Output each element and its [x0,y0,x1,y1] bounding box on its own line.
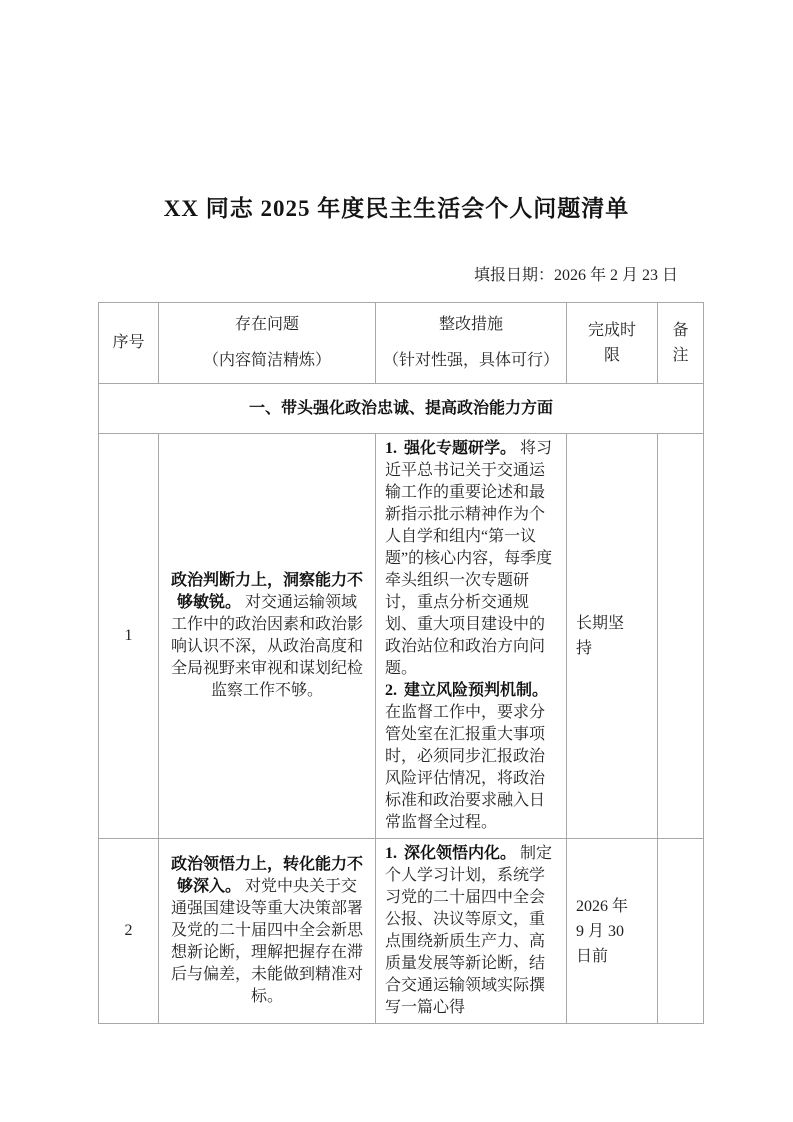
measure-item [385,843,558,1019]
header-measures-label: 整改措施 [438,316,503,333]
header-remark [658,303,704,384]
table-row [99,434,704,839]
measure-title: 建立风险预判机制。 [404,682,549,699]
problem-cell [159,839,376,1024]
problem-text: 对党中央关于交通强国建设等重大决策部署及党的二十届四中全会新思想新论断，理解把握存在滞后与偏差，未能做到精准对标。 [170,878,363,1005]
deadline-cell [567,434,658,839]
deadline-text: 2026 年 9 月 30 日前 [576,897,629,965]
section-title: 一、带头强化政治忠诚、提高政治能力方面 [99,384,704,434]
header-measures-hint: （针对性强，具体可行） [382,352,559,369]
serial-cell: 2 [99,839,159,1024]
measures-cell [376,434,567,839]
header-serial [99,303,159,384]
problem-bold-text: 政治领悟力上，转化能力不够深入。 [170,856,363,895]
problem-list-table [98,302,704,1024]
measure-text: 在监督工作中，要求分管处室在汇报重大事项时，必须同步汇报政治风险评估情况，将政治标准和政治要求融入日常监督全过程。 [385,704,546,831]
measure-number: 1. [385,845,397,862]
measures-cell [376,839,567,1024]
measure-number: 1. [385,440,397,457]
document-title: XX 同志 2025 年度民主生活会个人问题清单 [163,196,630,221]
header-problem [159,303,376,384]
header-remark-label: 备注 [672,322,689,364]
section-row [99,384,704,434]
header-problem-hint: （内容简洁精炼） [202,352,331,369]
header-deadline [567,303,658,384]
table-row [99,839,704,1024]
measure-item [385,680,558,834]
problem-text: 对交通运输领域工作中的政治因素和政治影响认识不深，从政治高度和全局视野来审视和谋划纪检监察工作不够。 [170,594,363,699]
remark-cell [658,839,704,1024]
measure-title: 深化领悟内化。 [404,845,517,862]
measure-text: 制定个人学习计划，系统学习党的二十届四中全会公报、决议等原文，重点围绕新质生产力、高质量发展等新论断，结合交通运输领域实际撰写一篇心得 [385,845,553,1016]
measure-title: 强化专题研学。 [404,440,517,457]
deadline-text: 长期坚持 [576,615,625,657]
fill-date: 填报日期：2026 年 2 月 23 日 [473,267,678,284]
measure-text: 将习近平总书记关于交通运输工作的重要论述和最新指示批示精神作为个人自学和组内“第一议题”的核心内容，每季度牵头组织一次专题研讨，重点分析交通规划、重大项目建设中的政治站位和政治方向问题。 [385,440,553,677]
problem-cell [159,434,376,839]
serial-cell: 1 [99,434,159,839]
problem-bold-text: 政治判断力上，洞察能力不够敏锐。 [170,572,363,611]
remark-cell [658,434,704,839]
header-problem-label: 存在问题 [234,316,299,333]
deadline-cell [567,839,658,1024]
table-header-row [99,303,704,384]
header-serial-label: 序号 [112,334,145,351]
header-deadline-label: 完成时限 [587,322,636,364]
header-measures [376,303,567,384]
measure-item [385,438,558,680]
measure-number: 2. [385,682,397,699]
